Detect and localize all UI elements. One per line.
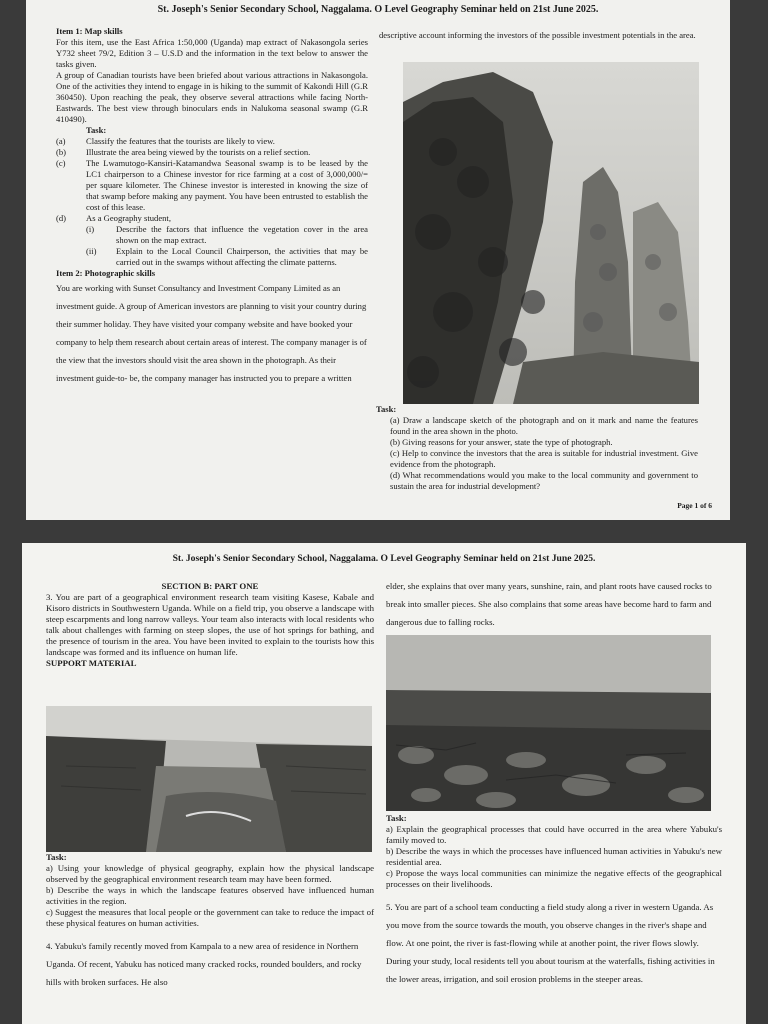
page-header: St. Joseph's Senior Secondary School, Naggalama. O Level Geography Seminar held on 21st June 2025. — [157, 4, 599, 15]
question-4-continued: elder, she explains that over many years, sunshine, rain, and plant roots have caused rocks to break into smaller pieces. She also complains that some areas have become hard to farm and dangerous due to falling rocks. — [386, 581, 712, 627]
q3-task-label: Task: — [46, 852, 67, 862]
photo-task-d: (d) What recommendations would you make to the local community and government to sustain the area for industrial development? — [390, 470, 698, 491]
left-column-bottom — [46, 852, 374, 991]
item1-paragraph-1: For this item, use the East Africa 1:50,000 (Uganda) map extract of Nakasongola series Y732 sheet 79/2, Edition 3 – U.S.D and the information in the text below to answer the tasks given. — [56, 37, 368, 69]
subtask-ii: (ii) Explain to the Local Council Chairperson, the activities that may be carried out in the swamps without affecting the climate patterns. — [86, 246, 368, 267]
forest-photograph — [403, 62, 699, 404]
task-a: (a) Classify the features that the tourists are likely to view. — [56, 136, 275, 146]
item2-text: You are working with Sunset Consultancy and Investment Company Limited as an investment guide. A group of American investors are planning to visit your country during their summer holiday. They have visited your company website and have booked your company to help them research about certain areas of interest. The company manager is of the view that the investors should visit the area shown in the photograph. As their investment guide-to- be, the company manager has instructed you to prepare a written — [56, 283, 367, 383]
q3-task-b: b) Describe the ways in which the landscape features observed have influenced human activities in the region. — [46, 885, 374, 906]
section-title: SECTION B: PART ONE — [161, 581, 259, 591]
left-column — [56, 26, 368, 387]
q3-task-c: c) Suggest the measures that local people or the government can take to reduce the impact of these physical features on human activities. — [46, 907, 374, 928]
question-3-text: 3. You are part of a geographical environment research team visiting Kasese, Kabale and Kisoro districts in Southwestern Uganda. While on a field trip, you observe a landscape with steep escarpments and long narrow valleys. Your team also interacts with local residents who talk about challenges with farming on steep slopes, the use of hot springs for bathing, and the presence of tourism in the area. You have been invited to explain to the tourists how this landscape was formed and its influence on human life. — [46, 592, 374, 657]
task-b: (b) Illustrate the area being viewed by the tourists on a relief section. — [56, 147, 311, 157]
support-material-label: SUPPORT MATERIAL — [46, 658, 137, 668]
q3-task-a: a) Using your knowledge of physical geography, explain how the physical landscape observed by the geographical environment research team may have been formed. — [46, 863, 374, 884]
item2-title: Item 2: Photographic skills — [56, 268, 156, 278]
subtask-i: (i) Describe the factors that influence the vegetation cover in the area shown on the map extract. — [86, 224, 368, 245]
q4-task-c: c) Propose the ways local communities can minimize the negative effects of the geographical processes on their livelihoods. — [386, 868, 722, 889]
left-column-top — [46, 581, 374, 669]
task-c: (c) The Lwamutogo-Kansiri-Katamandwa Seasonal swamp is to be leased by the LC1 chairperson to a Chinese investor for rice farming at a cost of 3,000,000/= per square kilometer. The Chinese investor is interested in knowing the size of that swamp before making any payment. You have been entrusted to establish the cost of this lease. — [56, 158, 368, 212]
task-d: (d) As a Geography student, — [56, 213, 171, 223]
item1-title: Item 1: Map skills — [56, 26, 123, 36]
question-5-text: 5. You are part of a school team conducting a field study along a river in western Uganda. As you move from the source towards the mouth, you observe changes in the river's shape and flow. At one point, the river is fast-flowing while at another point, the river flows slowly. During your study, local residents tell you about tourism at the waterfalls, fishing activities in the lower areas, irrigation, and soil erosion problems in the steeper areas. — [386, 902, 715, 984]
photo-tasks — [376, 404, 698, 492]
item1-paragraph-2: A group of Canadian tourists have been briefed about various attractions in Nakasongola. One of the activities they intend to engage in is hiking to the summit of Kakondi Hill (G.R 360450). Upon reaching the peak, they observe several attractions while facing North-Eastwards. The best view through binoculars ends in Nalukoma seasonal swamp (G.R 410490). — [56, 70, 368, 124]
page-number: Page 1 of 6 — [677, 501, 712, 510]
right-top-text: descriptive account informing the investors of the possible investment potentials in the area. — [379, 30, 696, 40]
photo-task-b: (b) Giving reasons for your answer, state the type of photograph. — [390, 437, 613, 447]
page-header: St. Joseph's Senior Secondary School, Naggalama. O Level Geography Seminar held on 21st June 2025. — [172, 553, 596, 564]
exam-page-2 — [22, 543, 746, 1024]
task-label: Task: — [86, 125, 107, 135]
photo-task-a: (a) Draw a landscape sketch of the photograph and on it mark and name the features found in the area shown in the photo. — [390, 415, 698, 436]
q4-task-a: a) Explain the geographical processes that could have occurred in the area where Yabuku's family moved to. — [386, 824, 722, 845]
photo-task-label: Task: — [376, 404, 397, 414]
q4-task-b: b) Describe the ways in which the processes have influenced human activities in Yabuku's new residential area. — [386, 846, 722, 867]
right-column-tasks — [386, 813, 722, 988]
photo-task-c: (c) Help to convince the investors that the area is suitable for industrial investment. Give evidence from the photograph. — [390, 448, 698, 469]
escarpment-photograph — [46, 706, 372, 852]
question-4-text: 4. Yabuku's family recently moved from Kampala to a new area of residence in Northern Uganda. Of recent, Yabuku has noticed many cracked rocks, rounded boulders, and rocky hills with broken surfaces. He also — [46, 941, 362, 987]
exam-page-1 — [26, 0, 730, 520]
weathering-photograph — [386, 635, 711, 811]
q4-task-label: Task: — [386, 813, 407, 823]
